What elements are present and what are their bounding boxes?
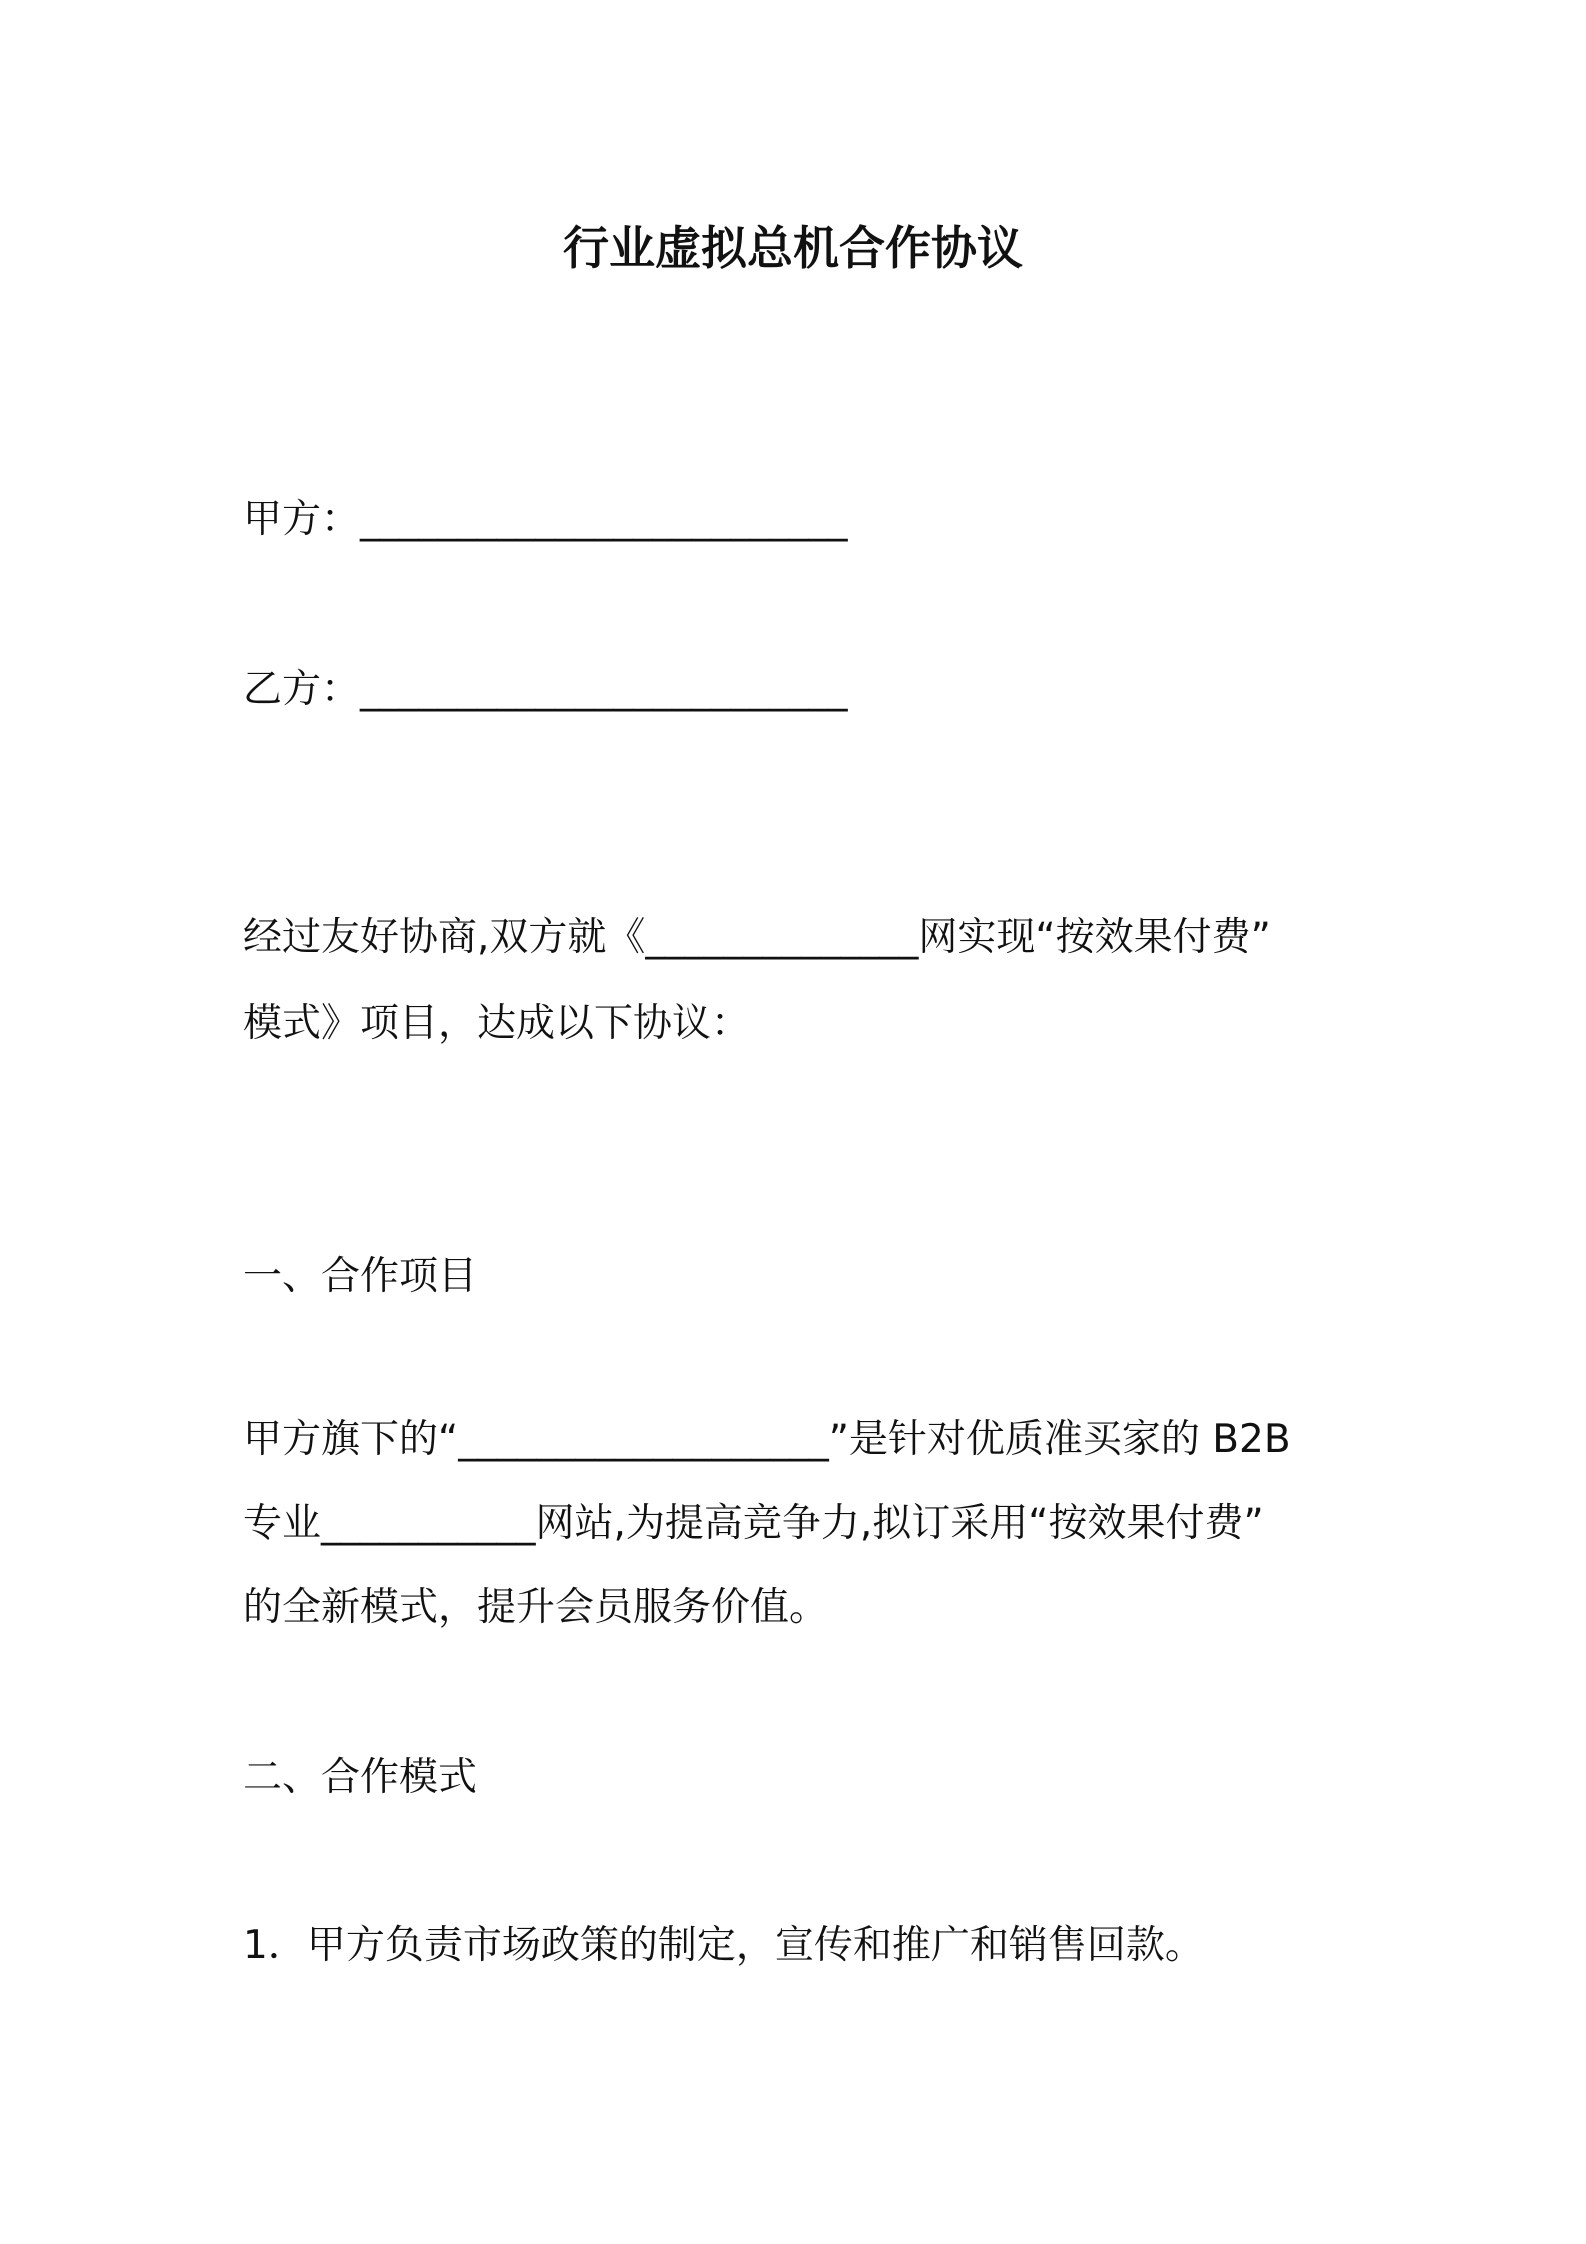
section-1-line-2: 专业___________网站,为提高竞争力,拟订采用“按效果付费” [243, 1501, 1264, 1546]
party-a-line: 甲方：_________________________ [243, 497, 848, 542]
document-title: 行业虚拟总机合作协议 [563, 221, 1023, 275]
section-1-heading: 一、合作项目 [243, 1254, 478, 1299]
section-1-line-3: 的全新模式，提升会员服务价值。 [243, 1585, 829, 1630]
preamble-line-1: 经过友好协商,双方就《______________网实现“按效果付费” [243, 915, 1271, 960]
preamble-line-2: 模式》项目，达成以下协议： [243, 1001, 751, 1046]
section-2-item-1: 1．甲方负责市场政策的制定，宣传和推广和销售回款。 [243, 1923, 1204, 1968]
section-1-line-1: 甲方旗下的“___________________”是针对优质准买家的 B2B [243, 1417, 1291, 1462]
section-2-heading: 二、合作模式 [243, 1755, 478, 1800]
party-b-line: 乙方：_________________________ [243, 667, 848, 712]
